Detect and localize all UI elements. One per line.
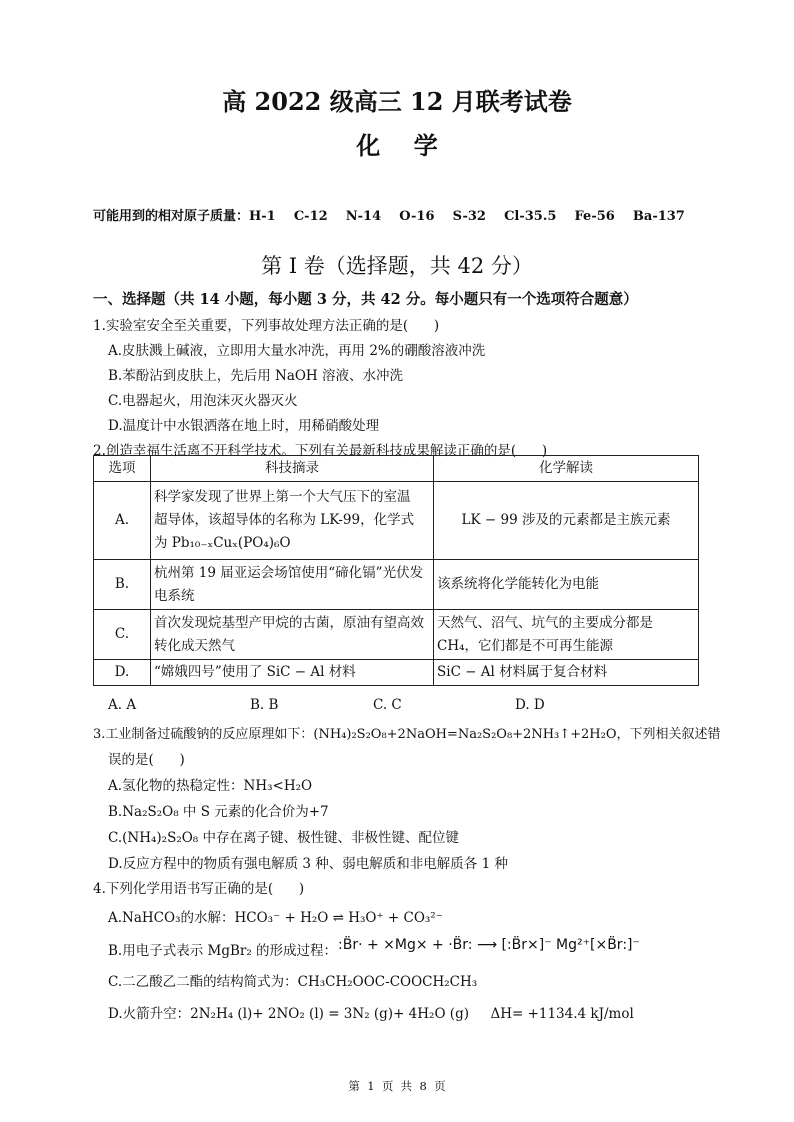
page-number: 第 1 页 共 8 页 [348, 1079, 446, 1093]
table-cell-abstract [151, 482, 434, 560]
reading-line: 该系统将化学能转化为电能 [437, 576, 599, 592]
reading-line: SiC − Al 材料属于复合材料 [437, 664, 608, 680]
q4-option-a: A.NaHCO₃的水解：HCO₃⁻ + H₂O ⇌ H₃O⁺ + CO₃²⁻ [108, 910, 443, 926]
q3-option-c: C.(NH₄)₂S₂O₈ 中存在离子键、极性键、非极性键、配位键 [108, 830, 460, 846]
q4-option-b-text: B.用电子式表示 MgBr₂ 的形成过程： [108, 943, 338, 959]
q2-choice-c: C. C [373, 697, 402, 713]
table-cell-option: B. [94, 560, 151, 610]
abstract-line: 杭州第 19 届亚运会场馆使用“碲化镉”光伏发 [154, 564, 424, 581]
abstract-line: 转化成天然气 [154, 637, 235, 654]
table-cell-reading [434, 560, 699, 610]
q2-table [93, 455, 699, 686]
table-header-cell: 化学解读 [434, 456, 699, 482]
q2-choice-a: A. A [108, 697, 137, 713]
q4-stem: 4.下列化学用语书写正确的是( ) [93, 881, 305, 897]
abstract-line: 为 Pb₁₀₋ₓCuₓ(PO₄)₆O [154, 535, 291, 551]
reading-line: CH₄，它们都是不可再生能源 [437, 637, 614, 654]
table-row [94, 660, 699, 686]
table-header-cell: 科技摘录 [151, 456, 434, 482]
section-title: 第 Ⅰ 卷（选择题，共 42 分） [261, 254, 533, 278]
table-cell-reading [434, 482, 699, 560]
q2-stem: 2.创造幸福生活离不开科学技术。下列有关最新科技成果解读正确的是( ) [93, 443, 548, 459]
q3-option-b: B.Na₂S₂O₈ 中 S 元素的化合价为+7 [108, 804, 329, 820]
table-header-row [94, 456, 699, 482]
abstract-line: 科学家发现了世界上第一个大气压下的室温 [154, 489, 411, 505]
q3-option-d: D.反应方程中的物质有强电解质 3 种、弱电解质和非电解质各 1 种 [108, 856, 508, 872]
abstract-line: 超导体，该超导体的名称为 LK-99，化学式 [154, 512, 415, 528]
abstract-line: “嫦娥四号”使用了 SiC − Al 材料 [154, 664, 356, 680]
q1-option-c: C.电器起火，用泡沫灭火器灭火 [108, 393, 298, 409]
abstract-line: 首次发现烷基型产甲烷的古菌，原油有望高效 [154, 614, 424, 631]
q2-choice-d: D. D [515, 697, 545, 713]
q1-stem: 1.实验室安全至关重要，下列事故处理方法正确的是( ) [93, 318, 440, 334]
q2-choice-b: B. B [250, 697, 279, 713]
exam-title: 高 2022 级高三 12 月联考试卷 [222, 87, 572, 116]
abstract-line: 电系统 [154, 587, 195, 604]
q1-option-a: A.皮肤溅上碱液，立即用大量水冲洗，再用 2%的硼酸溶液冲洗 [108, 343, 486, 359]
table-row [94, 482, 699, 560]
subject-title: 化 学 [356, 131, 438, 160]
table-cell-reading [434, 610, 699, 660]
section-instruction: 一、选择题（共 14 小题，每小题 3 分，共 42 分。每小题只有一个选项符合题意） [93, 291, 638, 308]
table-row [94, 560, 699, 610]
reading-line: 天然气、沼气、坑气的主要成分都是 [437, 614, 653, 631]
table-cell-option: C. [94, 610, 151, 660]
table-cell-option: A. [94, 482, 151, 560]
q3-stem-cont: 误的是( ) [108, 752, 185, 768]
table-cell-abstract [151, 560, 434, 610]
table-cell-reading [434, 660, 699, 686]
table-cell-option: D. [94, 660, 151, 686]
q1-option-d: D.温度计中水银洒落在地上时，用稀硝酸处理 [108, 418, 380, 434]
atomic-mass-line: 可能用到的相对原子质量：H-1 C-12 N-14 O-16 S-32 Cl-35.5 Fe-56 Ba-137 [93, 209, 685, 224]
table-header-cell: 选项 [94, 456, 151, 482]
q4-option-d: D.火箭升空：2N₂H₄ (l)+ 2NO₂ (l) = 3N₂ (g)+ 4H₂O (g) ΔH= +1134.4 kJ/mol [108, 1006, 634, 1022]
electron-dot-formula: :B̈r· + ×Mg× + ·B̈r: ⟶ [:B̈r×]⁻ Mg²⁺[×B̈r:]⁻ [338, 937, 640, 953]
q3-stem: 3.工业制备过硫酸钠的反应原理如下：(NH₄)₂S₂O₈+2NaOH=Na₂S₂O₈+2NH₃↑+2H₂O，下列相关叙述错 [93, 727, 721, 742]
reading-line: LK − 99 涉及的元素都是主族元素 [461, 512, 671, 528]
table-cell-abstract [151, 610, 434, 660]
table-row [94, 610, 699, 660]
q4-option-c: C.二乙酸乙二酯的结构简式为：CH₃CH₂OOC-COOCH₂CH₃ [108, 974, 478, 990]
q1-option-b: B.苯酚沾到皮肤上，先后用 NaOH 溶液、水冲洗 [108, 368, 403, 384]
q3-option-a: A.氢化物的热稳定性：NH₃<H₂O [108, 778, 313, 794]
table-cell-abstract [151, 660, 434, 686]
